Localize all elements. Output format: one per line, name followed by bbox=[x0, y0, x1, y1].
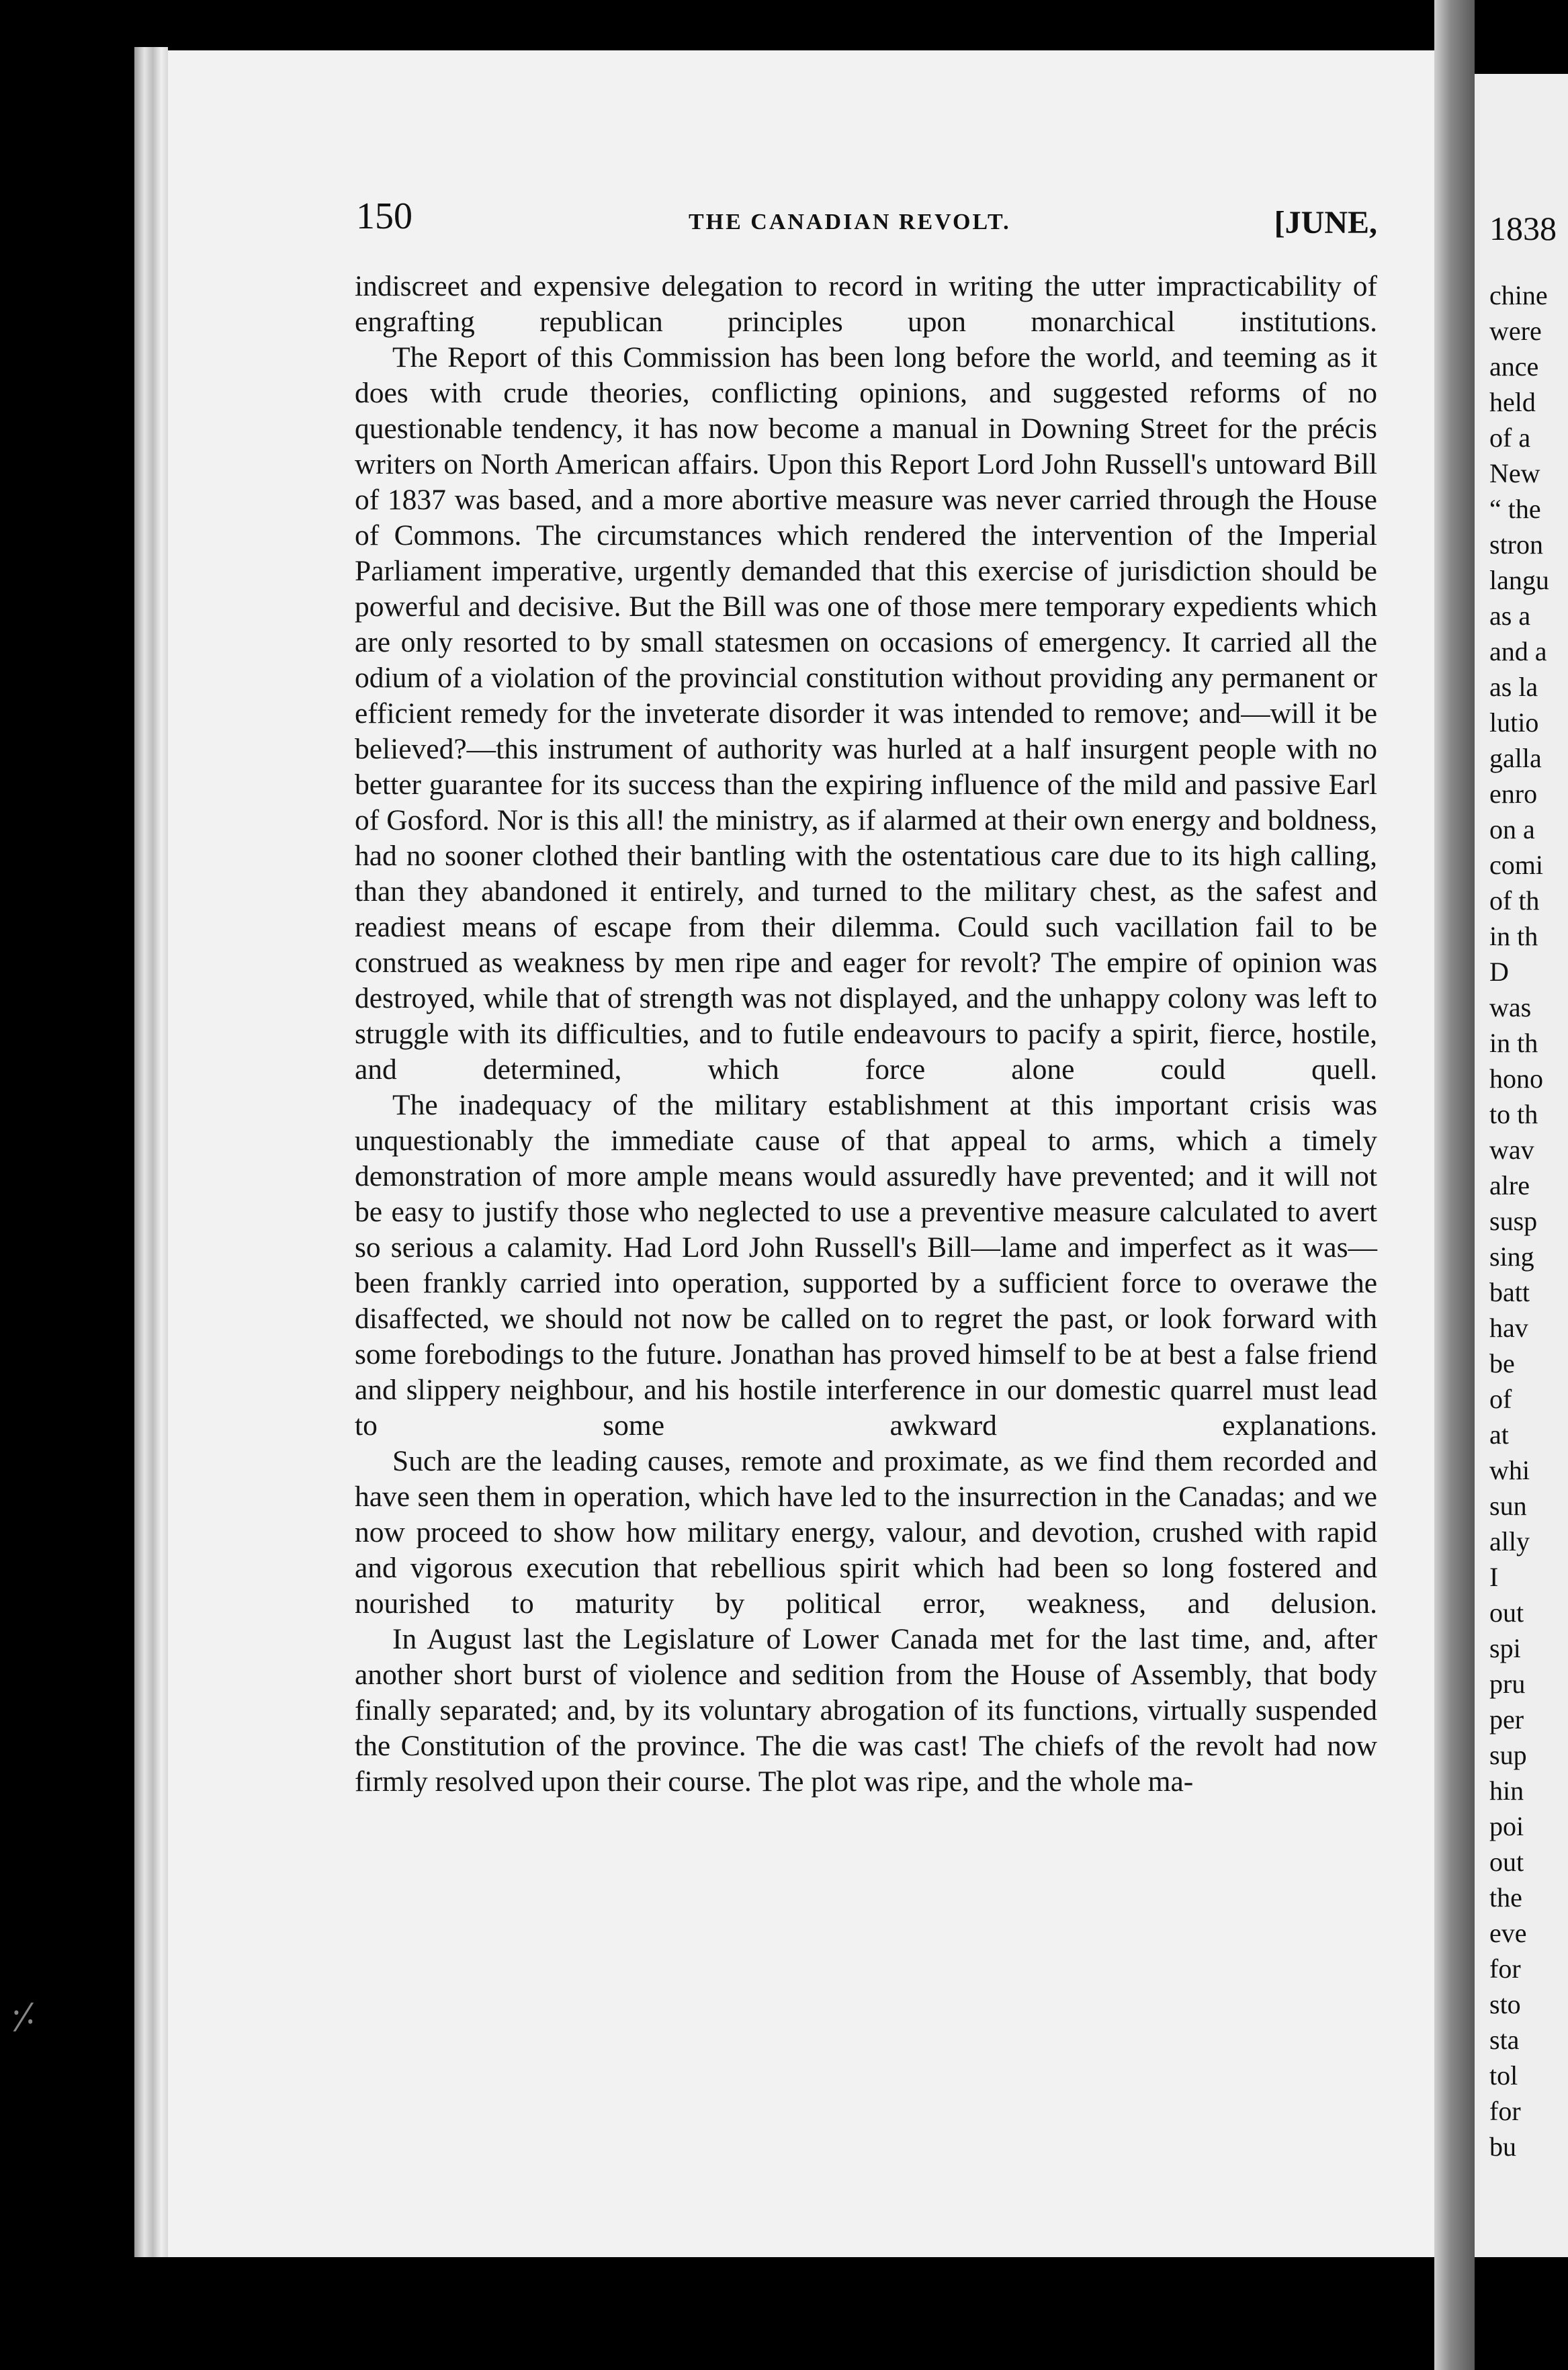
facing-page-line: hav bbox=[1489, 1313, 1528, 1343]
facing-page-line: of th bbox=[1489, 885, 1540, 916]
facing-page-line: of bbox=[1489, 1384, 1512, 1414]
running-date: [JUNE, bbox=[1274, 205, 1377, 240]
facing-page-line: I bbox=[1489, 1562, 1499, 1592]
facing-page-header: 1838 bbox=[1489, 210, 1557, 247]
paragraph: Such are the leading causes, remote and proximate, as we find them recorded and have seen them in operation, which have led to the insurrection in the Canadas; and we now proceed to show how military energy, valour, and devotion, crushed with rapid and vigorous execution that rebellious spirit which had been so long fostered and nourished to maturity by political error, weakness, and delusion. bbox=[355, 1445, 1377, 1620]
facing-page-line: sun bbox=[1489, 1491, 1527, 1521]
facing-page-line: held bbox=[1489, 387, 1536, 417]
facing-page-line: “ the bbox=[1489, 494, 1541, 524]
facing-page-line: hin bbox=[1489, 1775, 1524, 1806]
facing-page-line: the bbox=[1489, 1882, 1522, 1913]
facing-page-line: stron bbox=[1489, 529, 1543, 560]
facing-page-line: in th bbox=[1489, 921, 1538, 951]
facing-page-line: wav bbox=[1489, 1135, 1534, 1165]
margin-pencil-mark: ⸓ bbox=[10, 1996, 37, 2040]
facing-page-line: poi bbox=[1489, 1811, 1524, 1841]
facing-page-line: sto bbox=[1489, 1989, 1521, 2019]
facing-page-line: were bbox=[1489, 316, 1542, 346]
facing-page-line: sta bbox=[1489, 2025, 1520, 2055]
facing-page-line: to th bbox=[1489, 1099, 1538, 1129]
paragraph: In August last the Legislature of Lower Canada met for the last time, and, after another short burst of violence and sedition from the House of Assembly, that body finally separated; and, by its voluntary abrogation of its functions, virtually suspended the Constitution of the province. The die was cast! The chiefs of the revolt had now firmly resolved upon their course. The plot was ripe, and the whole ma- bbox=[355, 1623, 1377, 1798]
facing-page-line: as la bbox=[1489, 672, 1538, 702]
facing-page-line: for bbox=[1489, 1954, 1521, 1984]
facing-page-line: sing bbox=[1489, 1241, 1534, 1272]
running-header bbox=[356, 195, 1377, 249]
facing-page-line: alre bbox=[1489, 1170, 1530, 1200]
facing-page-line: lutio bbox=[1489, 707, 1539, 738]
facing-page-line: eve bbox=[1489, 1918, 1527, 1948]
paragraph: The Report of this Commission has been long before the world, and teeming as it does with crude theories, conflicting opinions, and suggested reforms of no questionable tendency, it has now become a manual in Downing Street for the précis writers on North American affairs. Upon this Report Lord John Russell's untoward Bill of 1837 was based, and a more abortive measure was never carried through the House of Commons. The circumstances which rendered the intervention of the Imperial Parliament imperative, urgently demanded that this exercise of jurisdiction should be powerful and decisive. But the Bill was one of those mere temporary expedients which are only resorted to by small statesmen on occasions of emergency. It carried all the odium of a violation of the provincial constitution without providing any permanent or efficient remedy for the inveterate disorder it was intended to remove; and—will it be believed?—this instrument of authority was hurled at a half insurgent people with no better guarantee for its success than the expiring influence of the mild and passive Earl of Gosford. Nor is this all! the ministry, as if alarmed at their own energy and boldness, had no sooner clothed their bantling with the ostentatious care due to its high calling, than they abandoned it entirely, and turned to the military chest, as the safest and readiest means of escape from their dilemma. Could such vacillation fail to be construed as weakness by men ripe and eager for revolt? The empire of opinion was destroyed, while that of strength was not displayed, and the unhappy colony was left to struggle with its difficulties, and to futile endeavours to pacify a spirit, fierce, hostile, and determined, which force alone could quell. bbox=[355, 341, 1377, 1086]
facing-page-line: pru bbox=[1489, 1669, 1526, 1699]
facing-page-line: on a bbox=[1489, 814, 1535, 844]
book-edge bbox=[134, 47, 168, 2257]
facing-page-line: out bbox=[1489, 1847, 1524, 1877]
facing-page bbox=[1475, 74, 1568, 2257]
facing-page-line: in th bbox=[1489, 1028, 1538, 1058]
facing-page-line: of a bbox=[1489, 423, 1531, 453]
facing-page-line: hono bbox=[1489, 1063, 1543, 1094]
facing-page-line: batt bbox=[1489, 1277, 1530, 1307]
facing-page-line: sup bbox=[1489, 1740, 1527, 1770]
facing-page-line: was bbox=[1489, 992, 1532, 1022]
facing-page-line: be bbox=[1489, 1348, 1515, 1378]
facing-page-line: langu bbox=[1489, 565, 1549, 595]
facing-page-line: at bbox=[1489, 1419, 1509, 1450]
page-gutter bbox=[1434, 0, 1475, 2370]
facing-page-line: chine bbox=[1489, 280, 1548, 310]
paragraph: The inadequacy of the military establishment at this important crisis was unquestionably the immediate cause of that appeal to arms, which a timely demonstration of more ample means would assuredly have prevented; and it will not be easy to justify those who neglected to use a preventive measure calculated to avert so serious a calamity. Had Lord John Russell's Bill—lame and imperfect as it was—been frankly carried into operation, supported by a sufficient force to overawe the disaffected, we should not now be called on to regret the past, or look forward with some forebodings to the future. Jonathan has proved himself to be at best a false friend and slippery neighbour, and his hostile interference in our domestic quarrel must lead to some awkward explanations. bbox=[355, 1089, 1377, 1442]
paragraph: indiscreet and expensive delegation to record in writing the utter impracticability of engrafting republican principles upon monarchical institutions. bbox=[355, 270, 1377, 338]
facing-page-line: galla bbox=[1489, 743, 1542, 773]
facing-page-line: for bbox=[1489, 2096, 1521, 2126]
facing-page-line: tol bbox=[1489, 2060, 1518, 2091]
facing-page-line: and a bbox=[1489, 636, 1547, 666]
page-number: 150 bbox=[356, 195, 412, 237]
facing-page-line: whi bbox=[1489, 1455, 1530, 1485]
facing-page-line: ally bbox=[1489, 1526, 1530, 1556]
facing-page-line: ance bbox=[1489, 351, 1539, 382]
facing-page-line: out bbox=[1489, 1597, 1524, 1628]
running-title: THE CANADIAN REVOLT. bbox=[689, 210, 1011, 234]
facing-page-line: bu bbox=[1489, 2132, 1516, 2162]
facing-page-line: spi bbox=[1489, 1633, 1521, 1663]
facing-page-line: D bbox=[1489, 957, 1509, 987]
facing-page-line: enro bbox=[1489, 779, 1538, 809]
facing-page-line: New bbox=[1489, 458, 1540, 488]
facing-page-line: susp bbox=[1489, 1206, 1538, 1236]
body-text bbox=[355, 269, 1377, 1800]
facing-page-line: as a bbox=[1489, 601, 1531, 631]
facing-page-line: per bbox=[1489, 1704, 1524, 1735]
facing-page-line: comi bbox=[1489, 850, 1543, 880]
